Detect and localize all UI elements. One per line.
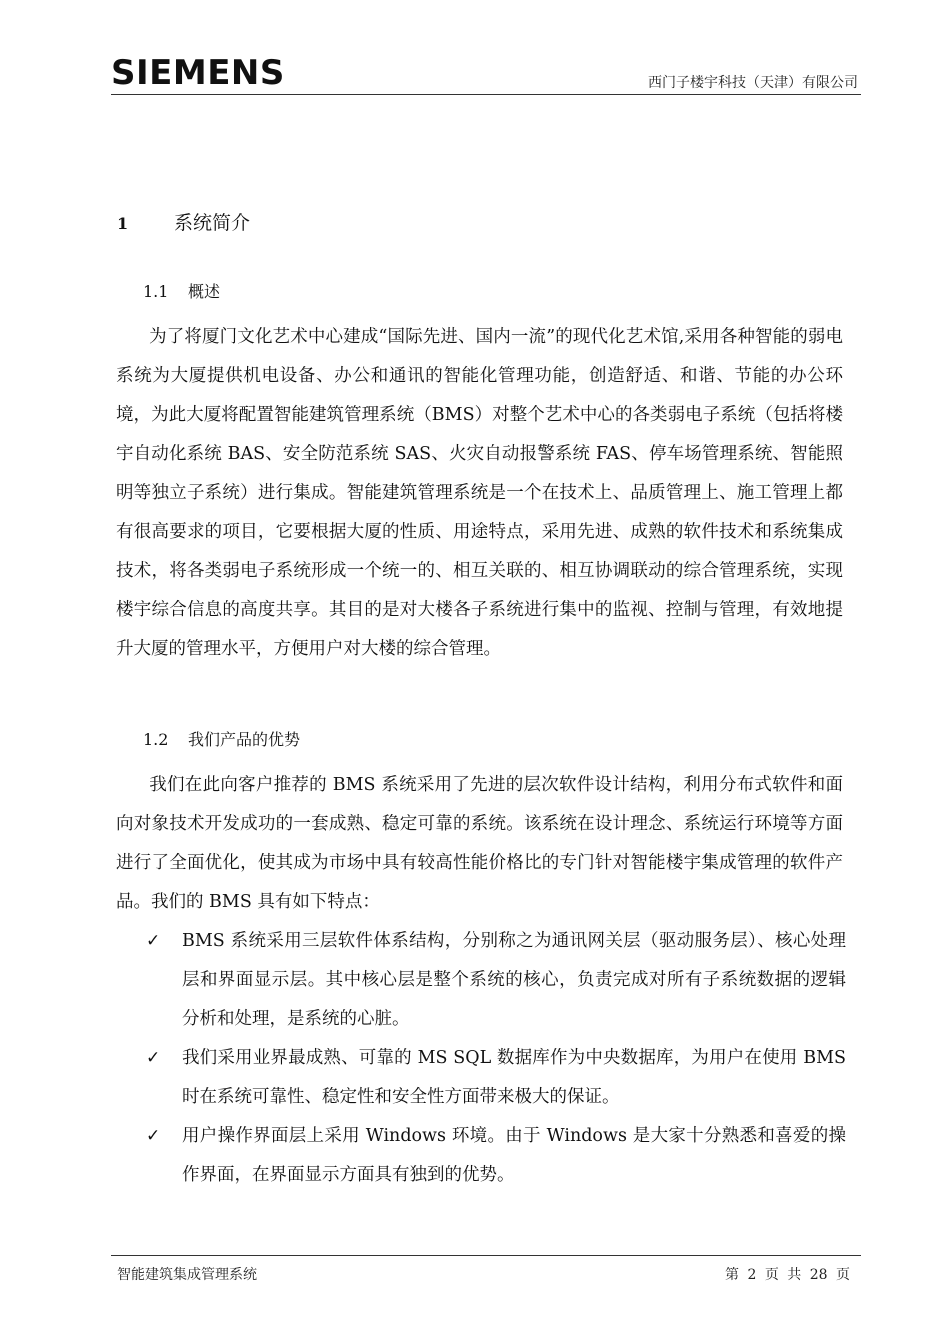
subsection-number: 1.1 [143,282,169,301]
advantages-text: 我们在此向客户推荐的 BMS 系统采用了先进的层次软件设计结构，利用分布式软件和面向对象技术开发成功的一套成熟、稳定可靠的系统。该系统在设计理念、系统运行环境等方面进行了全面优化，使其成为市场中具有较高性能价格比的专门针对智能楼宇集成管理的软件产品。我们的 BMS 具有如下特点： [116,775,843,912]
section-heading-1 [117,208,250,235]
header-divider [111,94,861,95]
list-item-text: 我们采用业界最成熟、可靠的 MS SQL 数据库作为中央数据库，为用户在使用 BMS 时在系统可靠性、稳定性和安全性方面带来极大的保证。 [182,1048,846,1107]
overview-paragraph [116,318,843,669]
check-icon: ✓ [146,1048,161,1068]
overview-text: 为了将厦门文化艺术中心建成“国际先进、国内一流”的现代化艺术馆,采用各种智能的弱电系统为大厦提供机电设备、办公和通讯的智能化管理功能，创造舒适、和谐、节能的办公环境，为此大厦将配置智能建筑管理系统（BMS）对整个艺术中心的各类弱电子系统（包括将楼宇自动化系统 BAS、安全防范系统 SAS、火灾自动报警系统 FAS、停车场管理系统、智能照明等独立子系统）进行集成。智能建筑管理系统是一个在技术上、品质管理上、施工管理上都有很高要求的项目，它要根据大厦的性质、用途特点，采用先进、成熟的软件技术和系统集成技术，将各类弱电子系统形成一个统一的、相互关联的、相互协调联动的综合管理系统，实现楼宇综合信息的高度共享。其目的是对大楼各子系统进行集中的监视、控制与管理，有效地提升大厦的管理水平，方便用户对大楼的综合管理。 [116,327,843,659]
section-title: 系统简介 [174,212,251,234]
check-icon: ✓ [146,931,161,951]
siemens-logo: SIEMENS [111,53,285,93]
advantages-paragraph [116,766,843,922]
feature-list [146,922,846,1195]
subsection-title: 我们产品的优势 [188,730,301,749]
list-item [146,1117,846,1195]
subsection-heading-1-1 [143,279,220,302]
list-item [146,1039,846,1117]
subsection-number: 1.2 [143,730,169,749]
footer-divider [111,1255,861,1256]
company-name: 西门子楼宇科技（天津）有限公司 [648,75,858,91]
list-item-text: BMS 系统采用三层软件体系结构，分别称之为通讯网关层（驱动服务层）、核心处理层和界面显示层。其中核心层是整个系统的核心，负责完成对所有子系统数据的逻辑分析和处理，是系统的心脏。 [182,931,846,1029]
section-number: 1 [117,214,129,233]
subsection-heading-1-2 [143,727,300,750]
subsection-title: 概述 [188,282,221,301]
check-icon: ✓ [146,1126,161,1146]
list-item-text: 用户操作界面层上采用 Windows 环境。由于 Windows 是大家十分熟悉和喜爱的操作界面，在界面显示方面具有独到的优势。 [182,1126,846,1185]
list-item [146,922,846,1039]
page-number: 第 2 页 共 28 页 [725,1267,850,1283]
footer-doc-title: 智能建筑集成管理系统 [117,1267,257,1283]
